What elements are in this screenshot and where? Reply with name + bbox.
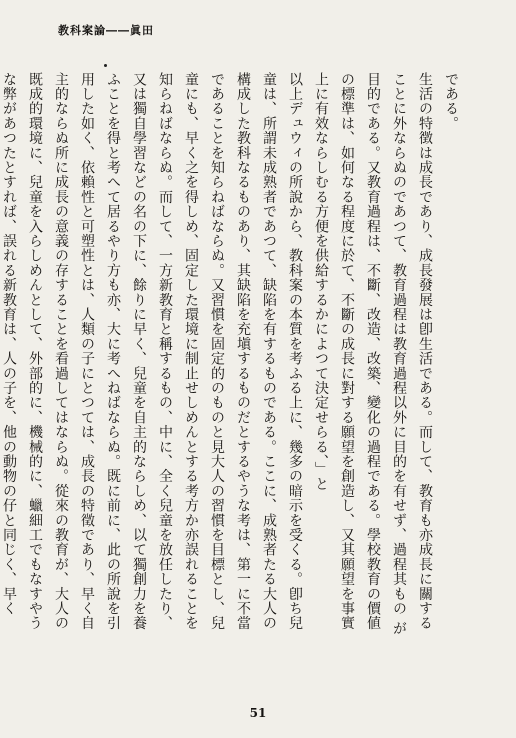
page-number: 51 xyxy=(249,706,267,720)
paragraph: である。 xyxy=(443,72,459,131)
paragraph: 以上デュウィの所說から、教科案の本質を考ふる上に、幾多の暗示を受くる。卽ち兒童は、所謂未成熟者であつて、缺陷を有するものである。ここに、成熟者たる大人の構成した教科なるものあり、其缺陷を充塡するものだとするやうな考は、第一に不當であることを知らねばならぬ。又習慣を固定的のものと見大人の習慣を目標とし、兒童にも、早く之を得しめ、固定した環境に制止せしめんとする考方か亦誤れることを知らねばならぬ。而して、一方新教育と稱するもの、中に、全く兒童を放任したり、又は獨自學習などの名の下に、餘りに早く、兒童を自主的ならしめ、以て獨創力を養ふことを得と考へて居るやり方も亦、大に考へねばならぬ。既に前に、此の所說を引用した如く、依賴性と可塑性とは、人類の子にとつては、成長の特徵であり、早く自主的ならぬ所に成長の意義の存することを看過してはならぬ。從來の教育が、大人の既成的環境に、兒童を入らしめんとして、外部的に、機械的に、蠟細工でもなすやうな弊があつたとすれば、誤れる新教育は、人の子を、他の動物の仔と同じく、早く xyxy=(1,72,303,631)
vertical-body-text xyxy=(1,72,464,640)
running-header: 教科案論――眞田 xyxy=(58,24,154,37)
paragraph: 生活の特徴は成長であり、成長發展は卽生活である。而して、教育も亦成長に關することに外ならぬのであつて、教育過程は教育過程以外に目的を有せず、過程其もの が目的である。又教育過程は、不斷、改造、改築、變化の過程である。學校教育の價値の標準は、如何なる程度に於て、不斷の成長に對する願望を創造し、又其願望を事實上に有效ならしむる方便を供給するかによつて決定せらる、」と xyxy=(313,72,433,636)
ink-dot xyxy=(104,64,107,67)
